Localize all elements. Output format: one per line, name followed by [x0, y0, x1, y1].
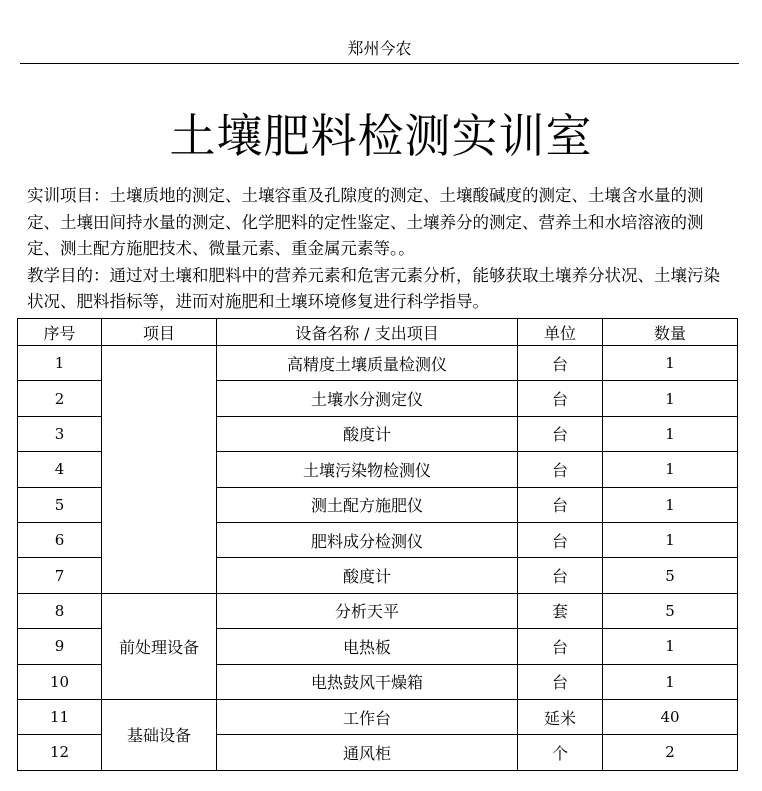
column-header-category: 项目	[102, 319, 217, 346]
unit-cell: 台	[518, 346, 603, 381]
equipment-table	[17, 318, 738, 771]
training-items-paragraph: 实训项目：土壤质地的测定、土壤容重及孔隙度的测定、土壤酸碱度的测定、土壤含水量的测定、土壤田间持水量的测定、化学肥料的定性鉴定、土壤养分的测定、营养土和水培溶液的测定、测土配方施肥技术、微量元素、重金属元素等。。	[27, 186, 704, 258]
category-cell	[102, 346, 217, 594]
quantity-cell: 1	[603, 416, 738, 451]
row-number: 6	[18, 522, 102, 557]
table-row	[18, 346, 738, 381]
equipment-name: 酸度计	[217, 558, 518, 593]
unit-cell: 个	[518, 735, 603, 770]
row-number: 10	[18, 664, 102, 699]
row-number: 8	[18, 593, 102, 628]
unit-cell: 台	[518, 381, 603, 416]
quantity-cell: 1	[603, 452, 738, 487]
column-header-equipment-name: 设备名称 / 支出项目	[217, 319, 518, 346]
unit-cell: 台	[518, 452, 603, 487]
unit-cell: 台	[518, 416, 603, 451]
category-cell: 基础设备	[102, 699, 217, 770]
row-number: 4	[18, 452, 102, 487]
quantity-cell: 1	[603, 629, 738, 664]
header-divider	[20, 63, 739, 64]
unit-cell: 套	[518, 593, 603, 628]
equipment-name: 高精度土壤质量检测仪	[217, 346, 518, 381]
equipment-name: 电热鼓风干燥箱	[217, 664, 518, 699]
quantity-cell: 5	[603, 593, 738, 628]
table-row	[18, 593, 738, 628]
table-row	[18, 699, 738, 734]
quantity-cell: 1	[603, 664, 738, 699]
quantity-cell: 5	[603, 558, 738, 593]
equipment-name: 电热板	[217, 629, 518, 664]
column-header-quantity: 数量	[603, 319, 738, 346]
unit-cell: 台	[518, 522, 603, 557]
row-number: 7	[18, 558, 102, 593]
equipment-name: 通风柜	[217, 735, 518, 770]
row-number: 5	[18, 487, 102, 522]
quantity-cell: 1	[603, 487, 738, 522]
equipment-name: 分析天平	[217, 593, 518, 628]
equipment-name: 酸度计	[217, 416, 518, 451]
unit-cell: 台	[518, 664, 603, 699]
row-number: 1	[18, 346, 102, 381]
column-header-no: 序号	[18, 319, 102, 346]
quantity-cell: 40	[603, 699, 738, 734]
teaching-goal-paragraph: 教学目的：通过对土壤和肥料中的营养元素和危害元素分析，能够获取土壤养分状况、土壤污染状况、肥料指标等，进而对施肥和土壤环境修复进行科学指导。	[27, 265, 720, 311]
equipment-name: 工作台	[217, 699, 518, 734]
row-number: 11	[18, 699, 102, 734]
equipment-name: 测土配方施肥仪	[217, 487, 518, 522]
unit-cell: 延米	[518, 699, 603, 734]
column-header-unit: 单位	[518, 319, 603, 346]
page-header-org: 郑州今农	[347, 39, 412, 58]
unit-cell: 台	[518, 558, 603, 593]
quantity-cell: 1	[603, 346, 738, 381]
quantity-cell: 2	[603, 735, 738, 770]
equipment-name: 土壤污染物检测仪	[217, 452, 518, 487]
page-title: 土壤肥料检测实训室	[169, 109, 593, 163]
unit-cell: 台	[518, 487, 603, 522]
row-number: 3	[18, 416, 102, 451]
equipment-name: 土壤水分测定仪	[217, 381, 518, 416]
unit-cell: 台	[518, 629, 603, 664]
quantity-cell: 1	[603, 522, 738, 557]
row-number: 9	[18, 629, 102, 664]
row-number: 12	[18, 735, 102, 770]
description-block	[27, 183, 733, 316]
category-cell: 前处理设备	[102, 593, 217, 699]
equipment-name: 肥料成分检测仪	[217, 522, 518, 557]
row-number: 2	[18, 381, 102, 416]
quantity-cell: 1	[603, 381, 738, 416]
table-header-row	[18, 319, 738, 346]
